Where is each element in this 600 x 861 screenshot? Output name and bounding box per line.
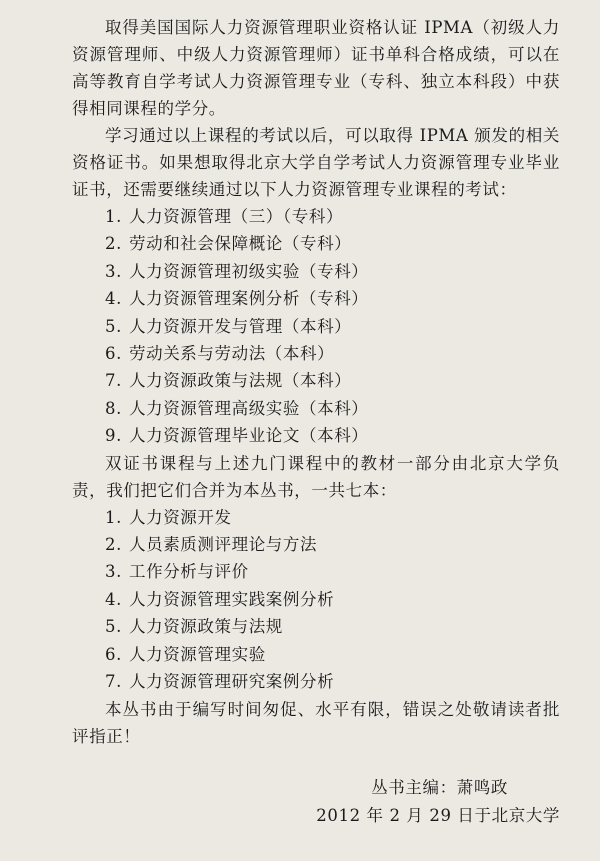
signature-date: 2012 年 2 月 29 日于北京大学 <box>316 806 560 825</box>
list-item <box>72 258 560 285</box>
course-list <box>72 203 560 450</box>
list-item <box>72 668 560 695</box>
paragraph-closing: 本丛书由于编写时间匆促、水平有限，错误之处敬请读者批评指正！ <box>72 699 560 746</box>
list-item <box>72 586 560 613</box>
item-number: 8. <box>105 398 122 418</box>
list-item <box>72 340 560 367</box>
item-number: 4. <box>105 289 122 309</box>
series-editor: 丛书主编：萧鸣政 <box>371 778 508 797</box>
item-text: 工作分析与评价 <box>129 562 249 582</box>
item-number: 9. <box>105 426 122 446</box>
item-number: 3. <box>105 261 122 281</box>
item-text: 人力资源开发与管理（本科） <box>129 316 352 336</box>
item-number: 7. <box>105 371 122 391</box>
item-text: 人员素质测评理论与方法 <box>129 535 318 555</box>
item-number: 7. <box>105 672 122 692</box>
list-item <box>72 641 560 668</box>
list-item <box>72 313 560 340</box>
item-number: 2. <box>105 535 122 555</box>
item-text: 人力资源管理高级实验（本科） <box>129 398 369 418</box>
item-text: 人力资源开发 <box>129 507 232 527</box>
item-text: 人力资源管理毕业论文（本科） <box>129 426 369 446</box>
list-item <box>72 395 560 422</box>
item-number: 2. <box>105 234 122 254</box>
list-item <box>72 203 560 230</box>
paragraph-series-intro: 双证书课程与上述九门课程中的教材一部分由北京大学负责，我们把它们合并为本丛书，一共七本： <box>72 453 560 500</box>
list-item <box>72 504 560 531</box>
item-number: 5. <box>105 316 122 336</box>
list-item <box>72 367 560 394</box>
item-number: 4. <box>105 589 122 609</box>
item-text: 人力资源管理实验 <box>129 644 266 664</box>
item-number: 3. <box>105 562 122 582</box>
book-list <box>72 504 560 696</box>
item-number: 6. <box>105 644 122 664</box>
list-item <box>72 422 560 449</box>
item-text: 劳动关系与劳动法（本科） <box>129 344 335 364</box>
item-number: 1. <box>105 207 122 226</box>
item-text: 人力资源管理初级实验（专科） <box>129 261 369 281</box>
item-text: 人力资源管理研究案例分析 <box>129 672 335 692</box>
item-text: 人力资源管理实践案例分析 <box>129 589 335 609</box>
list-item <box>72 558 560 585</box>
item-text: 人力资源政策与法规 <box>129 617 283 637</box>
item-number: 6. <box>105 344 122 364</box>
item-text: 劳动和社会保障概论（专科） <box>129 234 352 254</box>
paragraph-ipma-credit: 取得美国国际人力资源管理职业资格认证 IPMA（初级人力资源管理师、中级人力资源管理师）证书单科合格成绩，可以在高等教育自学考试人力资源管理专业（专科、独立本科段）中获得相同课程的学分。 <box>72 18 560 118</box>
list-item <box>72 531 560 558</box>
item-text: 人力资源管理案例分析（专科） <box>129 289 369 309</box>
item-number: 5. <box>105 617 122 637</box>
list-item <box>72 230 560 257</box>
list-item <box>72 285 560 312</box>
paragraph-further-courses: 学习通过以上课程的考试以后，可以取得 IPMA 颁发的相关资格证书。如果想取得北京大学自学考试人力资源管理专业毕业证书，还需要继续通过以下人力资源管理专业课程的考试： <box>72 126 560 199</box>
item-number: 1. <box>105 507 122 527</box>
list-item <box>72 613 560 640</box>
item-text: 人力资源管理（三）（专科） <box>129 207 344 226</box>
item-text: 人力资源政策与法规（本科） <box>129 371 352 391</box>
